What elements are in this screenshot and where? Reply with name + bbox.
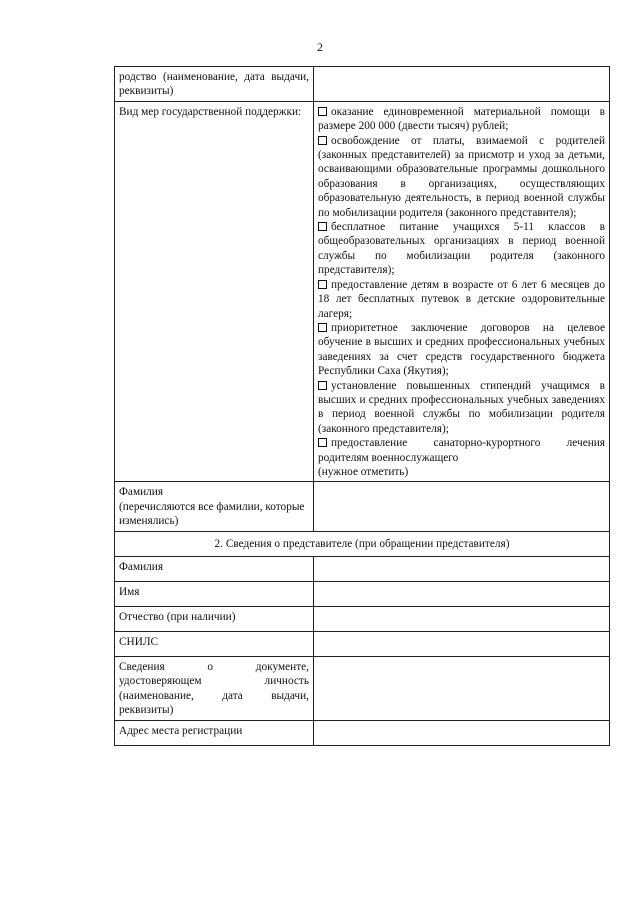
rep-name-row — [115, 582, 610, 607]
support-option[interactable]: предоставление детям в возрасте от 6 лет 6 месяцев до 18 лет бесплатных путевок в детские оздоровительные лагеря; — [318, 278, 605, 320]
checkbox-icon[interactable] — [318, 381, 327, 390]
rep-patronymic-row — [115, 607, 610, 632]
kinship-value-cell[interactable] — [314, 67, 610, 102]
application-form-table — [114, 66, 610, 746]
checkbox-icon[interactable] — [318, 136, 327, 145]
support-options-cell — [314, 101, 610, 482]
section-2-header-row — [115, 531, 610, 556]
rep-id-document-input[interactable] — [314, 657, 610, 721]
rep-surname-row — [115, 557, 610, 582]
rep-address-label: Адрес места регистрации — [115, 720, 314, 745]
checkbox-icon[interactable] — [318, 107, 327, 116]
support-option[interactable]: приоритетное заключение договоров на целевое обучение в высших и средних профессиональных учебных заведениях за счет средств государственного бюджета Республики Саха (Якутия); — [318, 321, 605, 378]
support-option[interactable]: бесплатное питание учащихся 5-11 классов в общеобразовательных организациях в период военной службы по мобилизации родителя (законного представителя); — [318, 221, 605, 277]
rep-snils-row — [115, 632, 610, 657]
rep-patronymic-label: Отчество (при наличии) — [115, 607, 314, 632]
support-measures-row — [115, 101, 610, 482]
rep-address-row — [115, 720, 610, 745]
checkbox-icon[interactable] — [318, 323, 327, 332]
kinship-row — [115, 67, 610, 102]
checkbox-icon[interactable] — [318, 438, 327, 447]
checkbox-icon[interactable] — [318, 222, 327, 231]
kinship-label: родство (наименование, дата выдачи, реквизиты) — [115, 67, 314, 102]
rep-patronymic-input[interactable] — [314, 607, 610, 632]
surname-label-cell — [115, 482, 314, 531]
rep-snils-label: СНИЛС — [115, 632, 314, 657]
support-note: (нужное отметить) — [318, 465, 409, 478]
support-option[interactable]: оказание единовременной материальной помощи в размере 200 000 (двести тысяч) рублей; — [318, 105, 605, 133]
rep-name-input[interactable] — [314, 582, 610, 607]
surname-note: (перечисляются все фамилии, которые изменялись) — [119, 500, 305, 528]
rep-address-input[interactable] — [314, 720, 610, 745]
support-label: Вид мер государственной поддержки: — [115, 101, 314, 482]
support-option[interactable]: установление повышенных стипендий учащимся в высших и средних профессиональных учебных заведениях в период военной службы по мобилизации родителя (законного представителя); — [318, 379, 605, 435]
support-option[interactable]: освобождение от платы, взимаемой с родителей (законных представителей) за присмотр и уход за детьми, осваивающими образовательные программы дошкольного образования в организациях, осуществляющих образовательную деятельность, в период военной службы по мобилизации родителя (законного представителя); — [318, 134, 605, 219]
rep-id-document-label: Сведения о документе, удостоверяющем личность (наименование, дата выдачи, реквизиты) — [115, 657, 314, 721]
rep-id-document-row — [115, 657, 610, 721]
rep-name-label: Имя — [115, 582, 314, 607]
page-number: 2 — [317, 40, 323, 54]
surname-label: Фамилия — [119, 486, 164, 499]
rep-snils-input[interactable] — [314, 632, 610, 657]
support-option[interactable]: предоставление санаторно-курортного лечения родителям военнослужащего — [318, 437, 605, 464]
rep-surname-label: Фамилия — [115, 557, 314, 582]
rep-surname-input[interactable] — [314, 557, 610, 582]
surname-row — [115, 482, 610, 531]
checkbox-icon[interactable] — [318, 280, 327, 289]
section-2-title: 2. Сведения о представителе (при обращении представителя) — [115, 531, 610, 556]
surname-value-cell[interactable] — [314, 482, 610, 531]
